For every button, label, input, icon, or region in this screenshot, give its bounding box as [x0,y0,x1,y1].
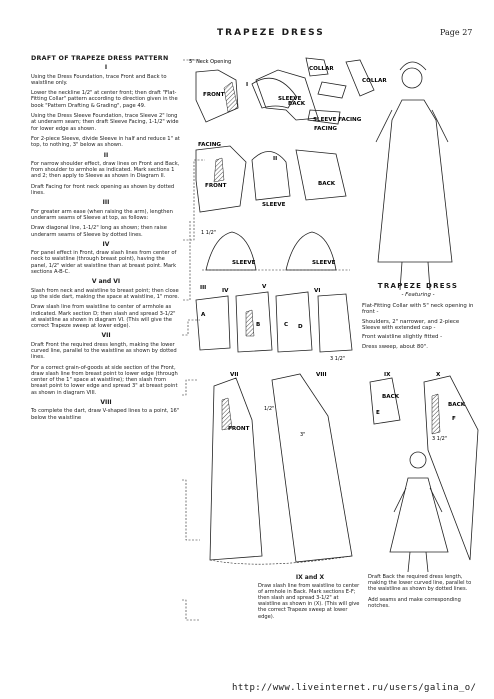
paragraph: Add seams and make corresponding notches. [368,597,461,610]
paragraph: Draft Back the required dress length, making the lower curved line, parallel to the waistline as shown by dotted lines. [368,574,472,593]
label-front: FRONT [205,183,227,189]
letter-b: B [256,322,261,328]
label-back: BACK [318,181,336,187]
paragraph: Draft Facing for front neck opening as shown by dotted lines. [31,183,175,197]
paragraph: To complete the dart, draw V-shaped lines to a point, 16" below the waistline [31,408,180,421]
measure: 1 1/2" [201,230,217,236]
features-subtitle: - Featuring - [401,292,435,299]
roman-vi: VI [314,288,321,294]
diagram-ix-x [370,372,478,560]
diagram-i [189,58,387,132]
label-neck-opening: 5" Neck Opening [189,59,232,65]
diagram-iii-vi [196,284,352,362]
roman-ix: IX [384,372,391,378]
letter-e: E [376,410,380,416]
label-collar-2: COLLAR [362,78,387,84]
roman-iv: IV [222,288,229,294]
diagram-ii [196,142,346,212]
page-number: Page 27 [440,28,473,37]
label-sleeve: SLEEVE [232,260,256,266]
measure-half: 1/2" [264,406,275,412]
paragraph: Draw diagonal line, 1-1/2" long as shown; then raise underarm seams of Sleeve by dotted lines. [31,225,167,238]
label-sleeve-2: SLEEVE [312,260,336,266]
paragraph: Lower the neckline 1/2" at center front; then draft "Flat-Fitting Collar" pattern according to direction given in the book "Pattern Drafting & Grading", page 49. [31,90,178,109]
label-sleeve: SLEEVE [262,202,286,208]
section-number: VII [101,332,111,340]
measure-3half-2: 3 1/2" [432,436,448,442]
label-facing: FACING [314,126,337,132]
paragraph: For panel effect in Front, draw slash lines from center of neck to waistline (through breast point), having the panel, 1/2" wider at waistline than at breast point. Mark sections A-B-C. [31,250,177,276]
label-front: FRONT [228,426,250,432]
measure-3half: 3 1/2" [330,356,346,362]
feature-item: Front waistline slightly fitted - [362,334,443,341]
paragraph: For greater arm ease (when raising the arm), lengthen underarm seams of Sleeve at top, as follows: [31,208,173,221]
paragraph: For a correct grain-of-goods at side section of the Front, draw slash line from breast point to lower edge (through center of the 1" space at waistline); then slash from breast point to lower edge and spread 3" at breast point as shown in diagram VIII. [31,364,178,396]
diagram-vii-viii [210,372,352,564]
features-title: TRAPEZE DRESS [377,282,459,290]
label-collar: COLLAR [309,66,334,72]
paragraph: Using the Dress Sleeve Foundation, trace Sleeve 2" long at underarm seam; then draft Sleeve Facing, 1-1/2" wide for lower edge as shown. [31,113,179,132]
roman-x: X [436,372,441,378]
label-sleeve: SLEEVE [278,96,302,102]
paragraph: For 2-piece Sleeve, divide Sleeve in half and reduce 1" at top, to nothing, 3" below as shown. [31,135,180,149]
fashion-figure-back [390,452,448,572]
section-number: V and VI [91,278,121,286]
paragraph: Using the Dress Foundation, trace Front and Back to waistline only. [31,73,167,86]
paragraph: For narrow shoulder effect, draw lines on Front and Back, from shoulder to armhole as indicated. Mark sections 1 and 2; then apply to Sleeve as shown in Diagram II. [31,160,180,180]
roman-ii: II [273,156,278,162]
section-number: VIII [100,399,112,407]
paragraph: Draw slash line from waistline to center of armhole as indicated. Mark section D; then slash and spread 3-1/2" at waistline as shown in diagram VI. (This will give the correct Trapeze sweep at lower edge). [31,304,176,330]
label-sleeve-facing: SLEEVE FACING [313,117,362,123]
measure-three: 3" [300,432,306,438]
section-number: I [104,64,108,72]
label-back: BACK [288,101,306,107]
paragraph: Slash from neck and waistline to breast point; then close up the side dart, making the space at waistline, 1" more. [31,287,180,300]
diagram-sleeves [201,230,350,270]
feature-item: Shoulders, 2" narrower, and 2-piece Sleeve with extended cap - [362,318,460,332]
roman-v: V [262,284,267,290]
section-number: IX and X [295,574,325,581]
roman-viii: VIII [316,372,327,378]
section-heading: DRAFT OF TRAPEZE DRESS PATTERN [31,55,169,62]
paragraph: Draw slash line from waistline to center of armhole in Back. Mark sections E-F; then slash and spread 3-1/2" at waistline as shown in (X). (This will give the correct Trapeze sweep at lower edge). [258,583,360,620]
letter-d: D [298,324,303,330]
feature-item: Dress sweep, about 80". [362,343,428,350]
feature-item: Flat-Fitting Collar with 5" neck opening in front - [362,302,474,316]
letter-f: F [452,416,456,422]
paragraph: Draft Front the required dress length, making the lower curved line, parallel to the waistline as shown by dotted lines. [31,341,177,361]
section-number: III [102,199,110,207]
label-front: FRONT [203,92,225,98]
section-number: IV [102,240,110,248]
label-back-2: BACK [448,402,466,408]
roman-vii: VII [230,372,239,378]
letter-a: A [201,312,206,318]
letter-c: C [284,322,289,328]
label-facing-2: FACING [198,142,221,148]
fashion-figure-front [376,62,452,290]
page-title: TRAPEZE DRESS [217,28,325,38]
watermark-url: http://www.liveinternet.ru/users/galina_o/ [232,683,477,693]
label-back: BACK [382,394,400,400]
roman-iii: III [200,285,207,291]
roman-i: I [246,82,249,88]
section-number: II [103,151,109,159]
